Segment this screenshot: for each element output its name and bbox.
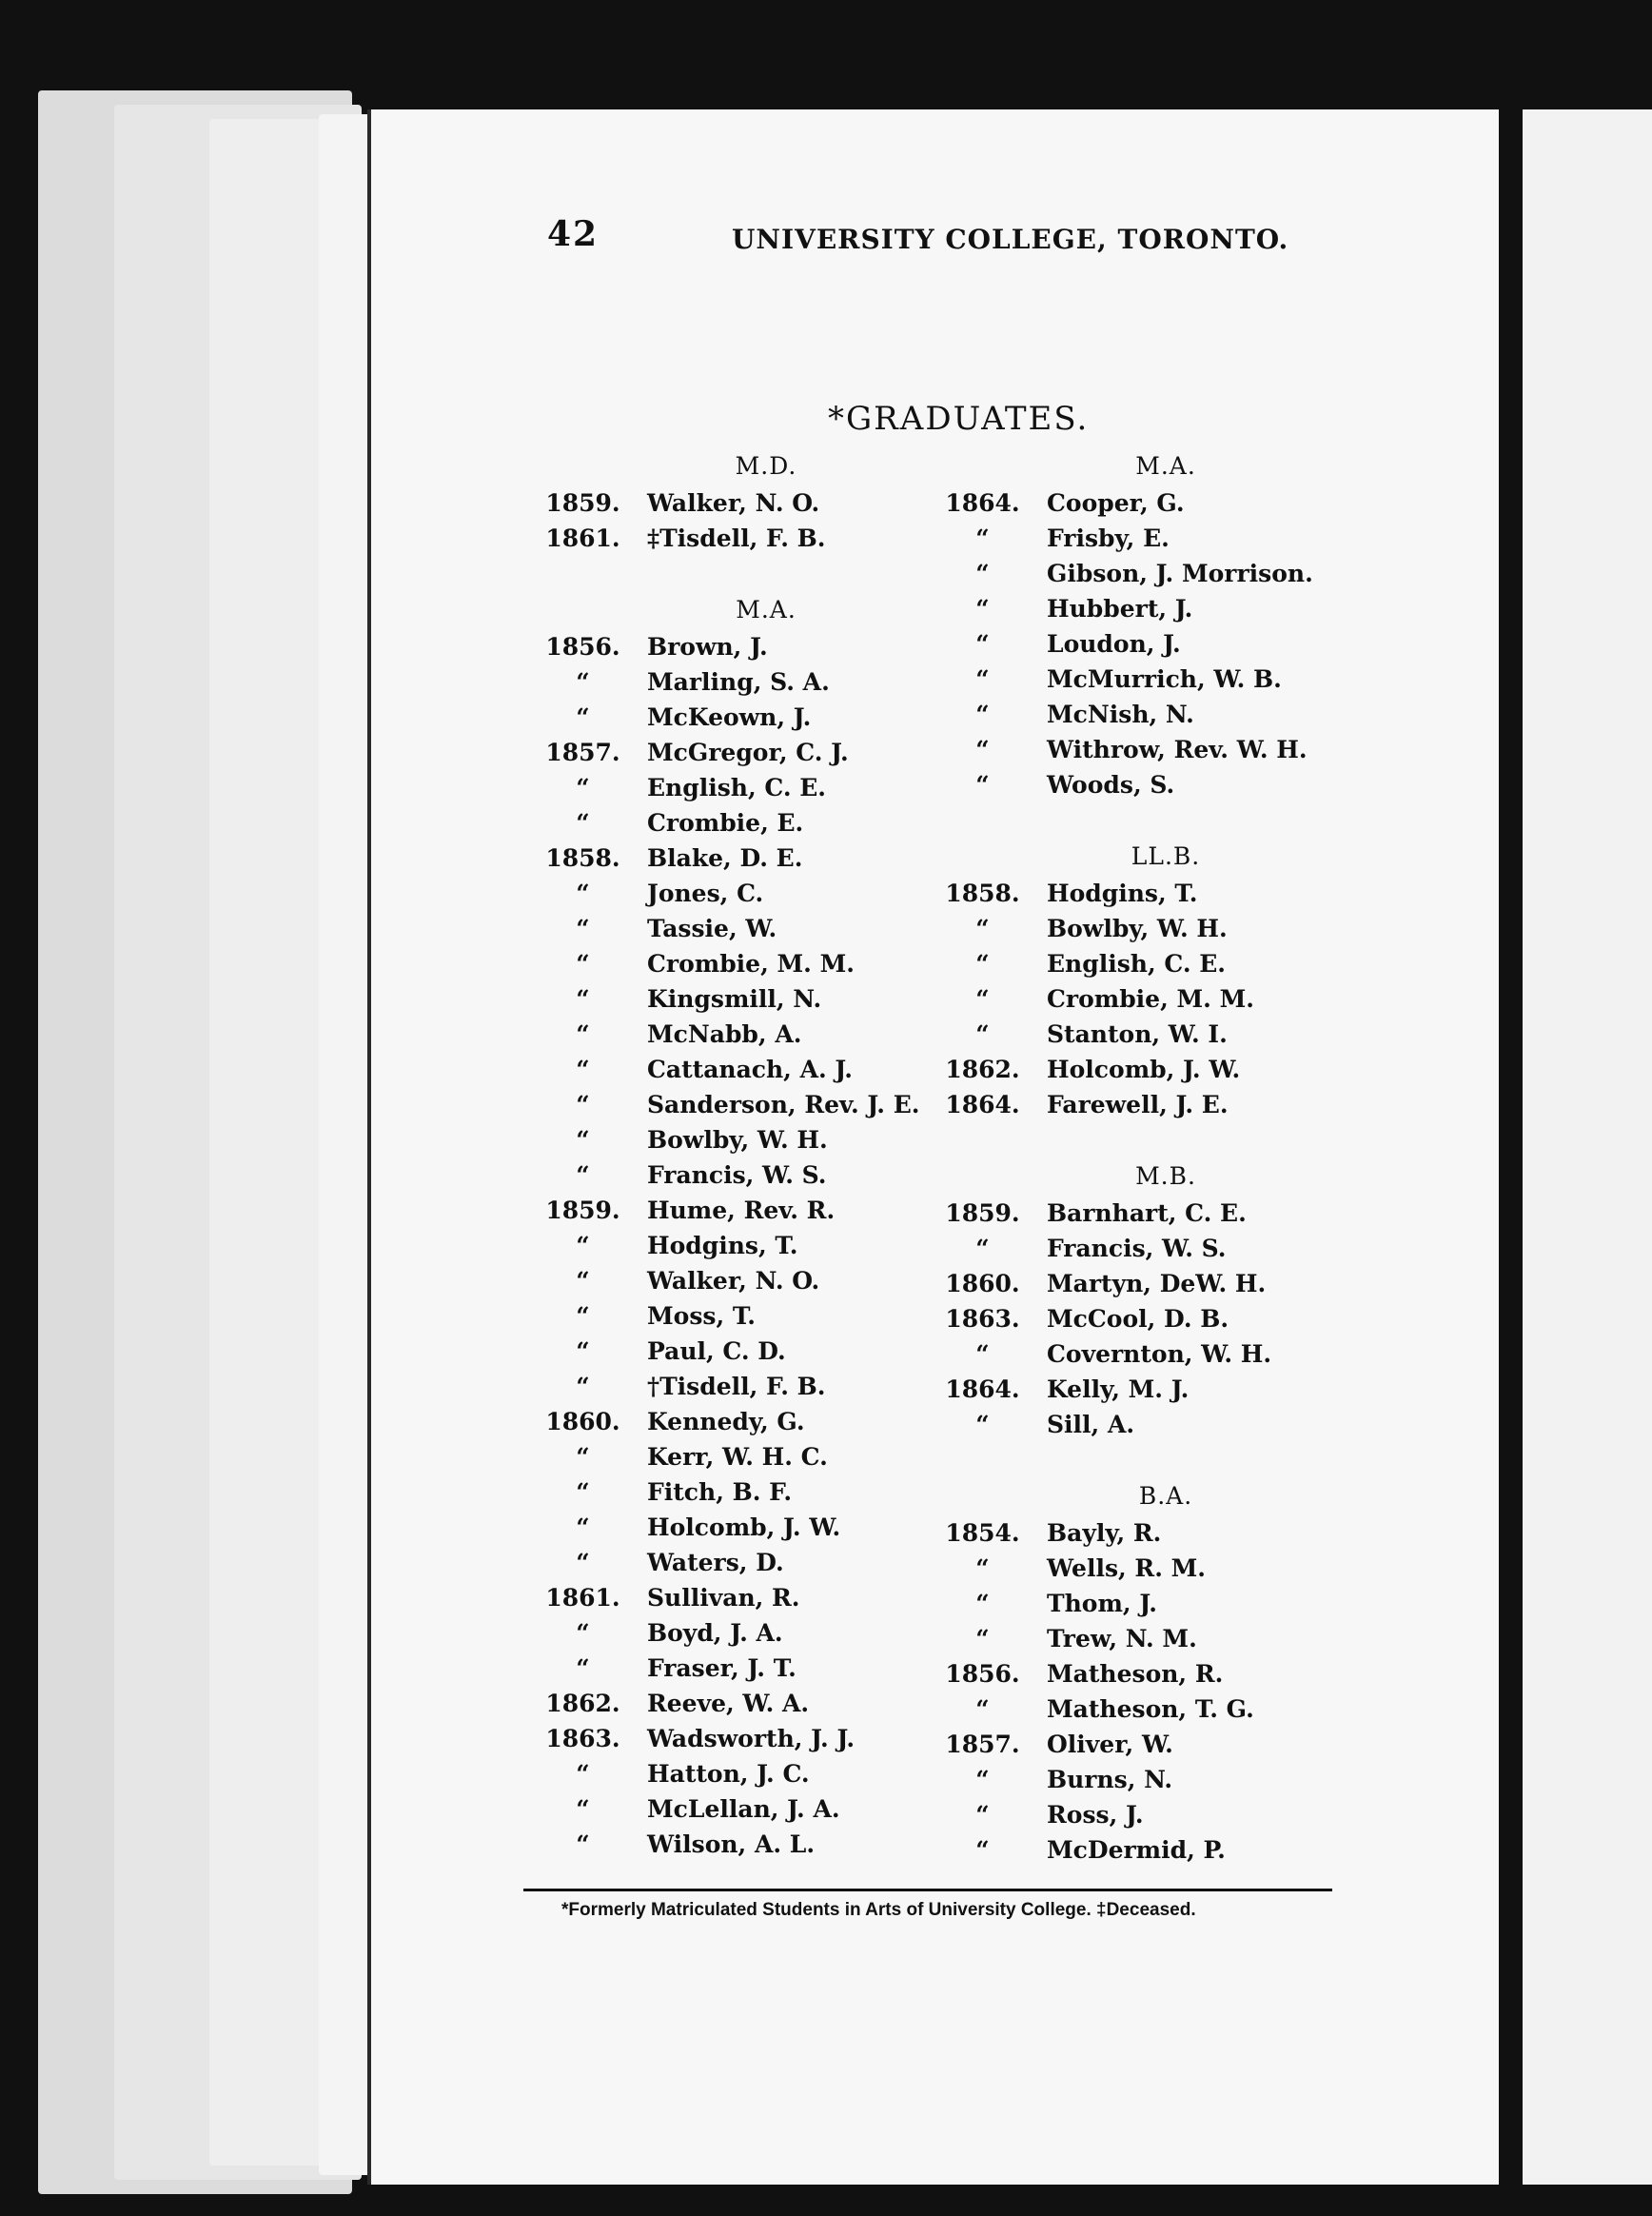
- graduate-year: “: [576, 1654, 590, 1682]
- graduate-row: [528, 1439, 966, 1474]
- graduate-name: Kingsmill, N.: [647, 985, 822, 1013]
- graduate-name: Hume, Rev. R.: [647, 1197, 836, 1224]
- footnote: *Formerly Matriculated Students in Arts of University College. ‡Deceased.: [561, 1900, 1196, 1920]
- graduate-name: Cattanach, A. J.: [647, 1056, 853, 1083]
- graduate-row: [928, 1515, 1366, 1551]
- graduate-row: [528, 1545, 966, 1580]
- graduate-year: 1857.: [945, 1731, 1020, 1758]
- graduate-name: Stanton, W. I.: [1047, 1020, 1228, 1048]
- graduate-name: Brown, J.: [647, 633, 768, 661]
- graduate-name: English, C. E.: [647, 774, 826, 801]
- graduate-year: 1859.: [545, 1197, 620, 1224]
- graduate-row: [528, 981, 966, 1017]
- graduate-row: [928, 1052, 1366, 1087]
- graduate-year: “: [576, 880, 590, 907]
- graduate-name: Burns, N.: [1047, 1766, 1173, 1793]
- graduate-row: [528, 1827, 966, 1862]
- graduate-row: [528, 1721, 966, 1756]
- graduate-name: Bowlby, W. H.: [647, 1126, 828, 1154]
- graduate-year: 1862.: [545, 1690, 620, 1717]
- graduate-name: Woods, S.: [1047, 771, 1175, 799]
- graduate-row: [528, 841, 966, 876]
- graduate-row: [928, 1372, 1366, 1407]
- graduate-row: [528, 1756, 966, 1791]
- graduate-name: Holcomb, J. W.: [1047, 1056, 1241, 1083]
- graduate-year: “: [576, 668, 590, 696]
- graduate-row: [928, 1017, 1366, 1052]
- graduate-year: “: [975, 1695, 990, 1723]
- graduate-row: [528, 629, 966, 664]
- graduate-row: [928, 1336, 1366, 1372]
- graduate-name: McCool, D. B.: [1047, 1305, 1229, 1333]
- graduate-row: [528, 770, 966, 805]
- graduate-year: “: [975, 1590, 990, 1617]
- graduate-year: “: [576, 774, 590, 801]
- graduate-year: “: [576, 1549, 590, 1576]
- graduate-row: [928, 485, 1366, 521]
- graduate-name: McMurrich, W. B.: [1047, 665, 1282, 693]
- graduate-name: Farewell, J. E.: [1047, 1091, 1229, 1118]
- page-number: 42: [547, 214, 600, 254]
- graduate-year: 1856.: [545, 633, 620, 661]
- graduate-row: [528, 664, 966, 700]
- graduate-year: “: [576, 1232, 590, 1259]
- graduate-year: 1857.: [545, 739, 620, 766]
- section-gap: [928, 1122, 1366, 1157]
- graduate-name: Martyn, DeW. H.: [1047, 1270, 1267, 1297]
- graduate-row: [528, 1298, 966, 1334]
- graduate-row: [928, 1656, 1366, 1692]
- graduate-name: Francis, W. S.: [1047, 1235, 1227, 1262]
- graduate-name: †Tisdell, F. B.: [647, 1373, 826, 1400]
- graduate-year: 1859.: [945, 1199, 1020, 1227]
- section-title: *GRADUATES.: [828, 400, 1090, 438]
- graduate-year: “: [975, 1340, 990, 1368]
- graduate-year: 1858.: [945, 880, 1020, 907]
- graduate-name: Hatton, J. C.: [647, 1760, 810, 1788]
- graduate-year: “: [576, 950, 590, 978]
- graduate-name: Waters, D.: [647, 1549, 784, 1576]
- graduate-name: Paul, C. D.: [647, 1337, 786, 1365]
- graduate-name: Kerr, W. H. C.: [647, 1443, 828, 1471]
- footnote-rule: [523, 1889, 1332, 1891]
- graduate-row: [528, 1052, 966, 1087]
- graduate-year: “: [975, 665, 990, 693]
- graduate-name: Fitch, B. F.: [647, 1478, 793, 1506]
- graduate-name: Jones, C.: [647, 880, 764, 907]
- graduate-name: Reeve, W. A.: [647, 1690, 810, 1717]
- graduate-row: [528, 1615, 966, 1651]
- graduate-year: 1863.: [945, 1305, 1020, 1333]
- graduate-row: [528, 1122, 966, 1157]
- graduate-name: Wells, R. M.: [1047, 1554, 1206, 1582]
- graduate-row: [928, 1087, 1366, 1122]
- graduate-name: Withrow, Rev. W. H.: [1047, 736, 1308, 763]
- graduate-year: “: [576, 1795, 590, 1823]
- page-header: [547, 214, 1308, 271]
- degree-heading: LL.B.: [1131, 842, 1201, 870]
- graduate-name: Covernton, W. H.: [1047, 1340, 1272, 1368]
- graduate-name: McKeown, J.: [647, 703, 812, 731]
- graduate-row: [528, 805, 966, 841]
- graduate-name: Wilson, A. L.: [647, 1830, 816, 1858]
- graduate-year: 1864.: [945, 489, 1020, 517]
- graduate-row: [928, 1266, 1366, 1301]
- graduate-row: [928, 1551, 1366, 1586]
- graduate-row: [928, 591, 1366, 626]
- graduate-name: Barnhart, C. E.: [1047, 1199, 1247, 1227]
- graduate-row: [528, 1510, 966, 1545]
- degree-heading: M.A.: [736, 596, 796, 623]
- graduate-row: [528, 1263, 966, 1298]
- graduate-name: Walker, N. O.: [647, 1267, 820, 1295]
- graduate-row: [528, 1686, 966, 1721]
- graduate-year: “: [975, 736, 990, 763]
- graduate-name: McLellan, J. A.: [647, 1795, 840, 1823]
- graduate-year: “: [576, 1161, 590, 1189]
- graduate-row: [528, 1651, 966, 1686]
- graduate-name: Trew, N. M.: [1047, 1625, 1197, 1652]
- graduate-year: “: [576, 809, 590, 837]
- graduate-year: “: [576, 1126, 590, 1154]
- graduate-row: [528, 521, 966, 556]
- graduate-name: Kelly, M. J.: [1047, 1375, 1190, 1403]
- graduate-row: [528, 1017, 966, 1052]
- graduate-row: [528, 1228, 966, 1263]
- graduate-year: “: [975, 1836, 990, 1864]
- graduate-year: 1859.: [545, 489, 620, 517]
- graduate-name: Bowlby, W. H.: [1047, 915, 1228, 942]
- graduate-name: Loudon, J.: [1047, 630, 1181, 658]
- graduate-row: [928, 697, 1366, 732]
- graduate-row: [928, 1797, 1366, 1832]
- graduate-row: [928, 1727, 1366, 1762]
- graduate-row: [928, 626, 1366, 662]
- graduate-name: Hodgins, T.: [647, 1232, 798, 1259]
- graduate-year: “: [975, 1801, 990, 1829]
- graduate-row: [528, 1580, 966, 1615]
- facing-page-edge: [1523, 109, 1652, 2185]
- graduate-row: [528, 1157, 966, 1193]
- graduate-name: Cooper, G.: [1047, 489, 1185, 517]
- graduate-row: [928, 911, 1366, 946]
- graduate-name: Oliver, W.: [1047, 1731, 1173, 1758]
- graduate-row: [528, 1087, 966, 1122]
- graduate-row: [528, 700, 966, 735]
- graduate-name: Blake, D. E.: [647, 844, 803, 872]
- graduate-name: ‡Tisdell, F. B.: [647, 524, 826, 552]
- graduate-name: Frisby, E.: [1047, 524, 1170, 552]
- graduate-row: [528, 1404, 966, 1439]
- graduate-row: [928, 1196, 1366, 1231]
- graduate-row: [928, 981, 1366, 1017]
- graduate-name: Hubbert, J.: [1047, 595, 1193, 623]
- graduate-name: McNabb, A.: [647, 1020, 802, 1048]
- graduate-name: Matheson, R.: [1047, 1660, 1224, 1688]
- graduate-name: Gibson, J. Morrison.: [1047, 560, 1313, 587]
- graduate-year: 1862.: [945, 1056, 1020, 1083]
- graduate-name: Ross, J.: [1047, 1801, 1144, 1829]
- graduate-year: “: [975, 560, 990, 587]
- graduate-name: McDermid, P.: [1047, 1836, 1226, 1864]
- section-gap: [528, 556, 966, 591]
- running-title: UNIVERSITY COLLEGE, TORONTO.: [732, 224, 1289, 255]
- graduate-name: Holcomb, J. W.: [647, 1514, 841, 1541]
- graduate-year: “: [975, 524, 990, 552]
- graduate-name: Moss, T.: [647, 1302, 756, 1330]
- graduate-name: English, C. E.: [1047, 950, 1226, 978]
- graduate-year: “: [975, 1766, 990, 1793]
- degree-heading: M.A.: [1135, 452, 1196, 480]
- graduate-year: “: [975, 950, 990, 978]
- graduate-year: “: [576, 1514, 590, 1541]
- graduate-name: Sill, A.: [1047, 1411, 1135, 1438]
- graduate-row: [528, 735, 966, 770]
- graduate-name: Thom, J.: [1047, 1590, 1157, 1617]
- graduate-row: [928, 1586, 1366, 1621]
- graduate-year: “: [975, 1235, 990, 1262]
- graduate-year: “: [576, 1267, 590, 1295]
- graduate-year: “: [576, 1619, 590, 1647]
- degree-heading: M.D.: [735, 452, 797, 480]
- graduate-year: “: [975, 1554, 990, 1582]
- graduate-year: “: [576, 985, 590, 1013]
- graduate-name: Sullivan, R.: [647, 1584, 800, 1612]
- graduate-year: “: [975, 1020, 990, 1048]
- graduate-year: “: [975, 915, 990, 942]
- graduate-year: “: [576, 703, 590, 731]
- graduate-name: Wadsworth, J. J.: [647, 1725, 856, 1752]
- graduate-row: [928, 876, 1366, 911]
- graduate-name: Francis, W. S.: [647, 1161, 827, 1189]
- degree-heading: M.B.: [1135, 1162, 1196, 1190]
- graduate-row: [928, 1832, 1366, 1868]
- graduate-row: [928, 556, 1366, 591]
- graduate-row: [928, 1621, 1366, 1656]
- graduate-year: “: [975, 595, 990, 623]
- graduate-row: [928, 662, 1366, 697]
- graduate-year: “: [576, 1373, 590, 1400]
- graduate-name: Sanderson, Rev. J. E.: [647, 1091, 920, 1118]
- graduate-name: Crombie, M. M.: [1047, 985, 1254, 1013]
- graduate-year: “: [975, 630, 990, 658]
- graduate-row: [528, 485, 966, 521]
- graduate-year: 1864.: [945, 1375, 1020, 1403]
- graduate-year: “: [576, 1091, 590, 1118]
- graduate-row: [528, 1193, 966, 1228]
- graduate-year: “: [576, 1056, 590, 1083]
- graduate-name: Walker, N. O.: [647, 489, 820, 517]
- graduate-name: Crombie, M. M.: [647, 950, 855, 978]
- graduate-row: [528, 946, 966, 981]
- graduate-row: [928, 767, 1366, 802]
- graduate-year: 1863.: [545, 1725, 620, 1752]
- left-column: [528, 447, 966, 1862]
- graduate-year: “: [975, 771, 990, 799]
- graduate-name: Crombie, E.: [647, 809, 804, 837]
- graduate-row: [928, 1231, 1366, 1266]
- graduate-year: “: [975, 1625, 990, 1652]
- graduate-year: 1861.: [545, 524, 620, 552]
- graduate-name: McNish, N.: [1047, 701, 1194, 728]
- graduate-row: [928, 1301, 1366, 1336]
- graduate-row: [528, 876, 966, 911]
- degree-heading: B.A.: [1138, 1482, 1193, 1510]
- graduate-name: Hodgins, T.: [1047, 880, 1198, 907]
- graduate-year: “: [975, 985, 990, 1013]
- graduate-row: [528, 1791, 966, 1827]
- graduate-year: “: [576, 915, 590, 942]
- graduate-name: Boyd, J. A.: [647, 1619, 783, 1647]
- graduate-year: 1854.: [945, 1519, 1020, 1547]
- right-column: [928, 447, 1366, 1868]
- graduate-year: “: [576, 1830, 590, 1858]
- graduate-name: Kennedy, G.: [647, 1408, 805, 1435]
- graduate-row: [928, 946, 1366, 981]
- graduate-year: “: [576, 1478, 590, 1506]
- section-gap: [928, 802, 1366, 838]
- graduate-year: 1856.: [945, 1660, 1020, 1688]
- graduate-row: [928, 521, 1366, 556]
- graduate-year: “: [975, 701, 990, 728]
- graduate-year: “: [576, 1443, 590, 1471]
- graduate-name: Matheson, T. G.: [1047, 1695, 1254, 1723]
- graduate-year: “: [576, 1020, 590, 1048]
- graduate-row: [928, 1692, 1366, 1727]
- graduate-year: 1860.: [545, 1408, 620, 1435]
- graduate-year: “: [576, 1302, 590, 1330]
- graduate-year: 1858.: [545, 844, 620, 872]
- graduate-name: Marling, S. A.: [647, 668, 830, 696]
- graduate-name: Bayly, R.: [1047, 1519, 1162, 1547]
- graduate-row: [928, 732, 1366, 767]
- graduate-year: 1861.: [545, 1584, 620, 1612]
- graduate-name: Fraser, J. T.: [647, 1654, 796, 1682]
- section-gap: [928, 1442, 1366, 1477]
- graduate-row: [928, 1407, 1366, 1442]
- graduate-row: [928, 1762, 1366, 1797]
- graduate-row: [528, 1369, 966, 1404]
- graduate-year: 1860.: [945, 1270, 1020, 1297]
- graduate-year: “: [576, 1760, 590, 1788]
- graduate-name: Tassie, W.: [647, 915, 777, 942]
- graduate-year: “: [975, 1411, 990, 1438]
- graduate-year: “: [576, 1337, 590, 1365]
- graduate-year: 1864.: [945, 1091, 1020, 1118]
- graduate-row: [528, 1334, 966, 1369]
- graduate-name: McGregor, C. J.: [647, 739, 849, 766]
- graduate-row: [528, 1474, 966, 1510]
- graduate-row: [528, 911, 966, 946]
